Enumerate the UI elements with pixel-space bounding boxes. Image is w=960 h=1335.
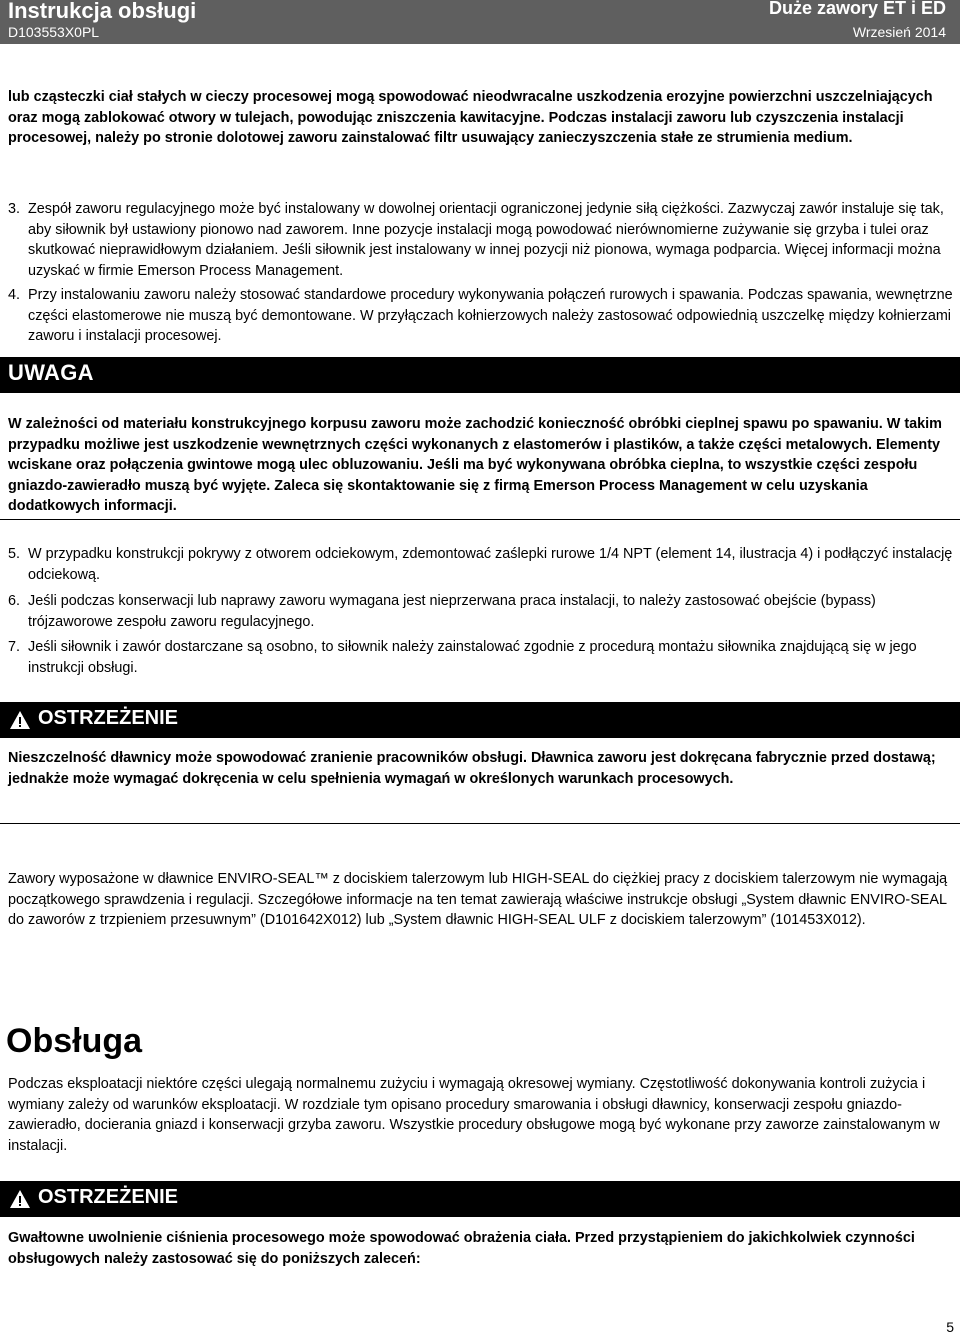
list-item-number: 6. [8, 593, 21, 609]
list-item-number: 4. [8, 287, 21, 303]
intro-paragraph: lub cząsteczki ciał stałych w cieczy procesowej mogą spowodować nieodwracalne uszkodzenia erozyjne powierzchni uszczelniających oraz mogą zablokować otwory w tulejach, powodując zniszczenia kawitacyjne. Podczas instalacji zaworu lub czyszczenia instalacji procesowej, należy po stronie dolotowej zaworu zainstalować filtr usuwający zanieczyszczenia stałe ze strumienia medium. [8, 89, 933, 146]
warning-bar [0, 702, 960, 738]
list-item-text: Przy instalowaniu zaworu należy stosować standardowe procedury wykonywania połączeń rurowych i spawania. Podczas spawania, wewnętrzne części elastomerowe nie muszą być demontowane. W przyłączach kołnierzowych należy zastosować odpowiednią uszczelkę między kołnierzami zaworu i instalacji procesowej. [28, 287, 953, 344]
section-divider [0, 823, 960, 824]
list-item-number: 7. [8, 639, 21, 655]
list-item-text: Jeśli siłownik i zawór dostarczane są osobno, to siłownik należy zainstalować zgodnie z procedurą montażu siłownika znajdującą się w jego instrukcji obsługi. [28, 639, 917, 676]
document-number: D103553X0PL [8, 24, 100, 40]
page-number: 5 [946, 1319, 954, 1335]
product-name: Duże zawory ET i ED [768, 0, 946, 18]
page-header [0, 0, 960, 44]
notice-bar [0, 357, 960, 393]
document-title: Instrukcja obsługi [8, 0, 197, 23]
warning-text: Nieszczelność dławnicy może spowodować zranienie pracowników obsługi. Dławnica zaworu jest dokręcana fabrycznie przed dostawą; jednakże może wymagać dokręcenia w celu spełnienia wymagań w określonych warunkach procesowych. [8, 750, 936, 787]
notice-label: UWAGA [8, 360, 94, 385]
list-item-text: Zespół zaworu regulacyjnego może być instalowany w dowolnej orientacji ograniczonej jedynie siłą ciężkości. Zazwyczaj zawór instaluje się tak, aby siłownik był ustawiony pionowo nad zaworem. Inne pozycje instalacji mogą powodować nierównomierne zużywanie się grzyba i tulei oraz skutkować nieprawidłowym działaniem. Jeśli siłownik jest instalowany w innej pozycji niż pionowa, wymaga podparcia. Więcej informacji można uzyskać w firmie Emerson Process Management. [28, 201, 944, 279]
section-paragraph: Podczas eksploatacji niektóre części ulegają normalnemu zużyciu i wymagają okresowej wymiany. Częstotliwość dokonywania kontroli zużycia i wymiany zależy od warunków eksploatacji. W rozdziale tym opisano procedury smarowania i obsługi dławnicy, konserwacji zespołu gniazdo-zawieradło, docierania gniazd i konserwacji grzyba zaworu. Wszystkie procedury obsługowe mogą być wykonane przy zaworze zainstalowanym w instalacji. [8, 1076, 940, 1154]
list-item [8, 591, 958, 632]
warning-text: Gwałtowne uwolnienie ciśnienia procesowego może spowodować obrażenia ciała. Przed przystąpieniem do jakichkolwiek czynności obsługowych należy zastosować się do poniższych zaleceń: [8, 1230, 915, 1267]
list-item-number: 3. [8, 201, 21, 217]
warning-triangle-icon [9, 1189, 31, 1209]
list-item-text: Jeśli podczas konserwacji lub naprawy zaworu wymagana jest nieprzerwana praca instalacji, to należy zastosować obejście (bypass) trójzaworowe zespołu zaworu regulacyjnego. [28, 593, 876, 630]
notice-text: W zależności od materiału konstrukcyjnego korpusu zaworu może zachodzić konieczność obróbki cieplnej spawu po spawaniu. W takim przypadku możliwe jest uszkodzenie wewnętrznych części wykonanych z elastomerów i plastików, a także części metalowych. Elementy wciskane oraz połączenia gwintowe mogą ulec obluzowaniu. Jeśli ma być wykonywana obróbka cieplna, to wszystkie części zespołu gniazdo-zawieradło muszą być wyjęte. Zaleca się skontaktowanie się z firmą Emerson Process Management w celu uzyskania dodatkowych informacji. [8, 416, 942, 514]
section-heading: Obsługa [6, 1022, 143, 1060]
list-item-text: W przypadku konstrukcji pokrywy z otworem odciekowym, zdemontować zaślepki rurowe 1/4 NPT (element 14, ilustracja 4) i podłączyć instalację odciekową. [28, 546, 953, 583]
warning-triangle-icon [9, 710, 31, 730]
warning-label: OSTRZEŻENIE [38, 1186, 179, 1208]
enviro-seal-paragraph: Zawory wyposażone w dławnice ENVIRO-SEAL™ z dociskiem talerzowym lub HIGH-SEAL do ciężkiej pracy z dociskiem talerzowym nie wymagają początkowego sprawdzenia i regulacji. Szczegółowe informacje na ten temat zawierają właściwe instrukcje obsługi „System dławnic ENVIRO-SEAL do zaworów z trzpieniem przesuwnym” (D101642X012) lub „System dławnic HIGH-SEAL ULF z dociskiem talerzowym” (101453X012). [8, 871, 948, 928]
list-item [8, 285, 958, 347]
list-item [8, 637, 958, 678]
section-divider [0, 519, 960, 520]
list-item [8, 199, 958, 281]
list-item-number: 5. [8, 546, 21, 562]
document-date: Wrzesień 2014 [852, 24, 946, 40]
warning-bar [0, 1181, 960, 1217]
warning-label: OSTRZEŻENIE [38, 707, 179, 729]
list-item [8, 544, 958, 585]
